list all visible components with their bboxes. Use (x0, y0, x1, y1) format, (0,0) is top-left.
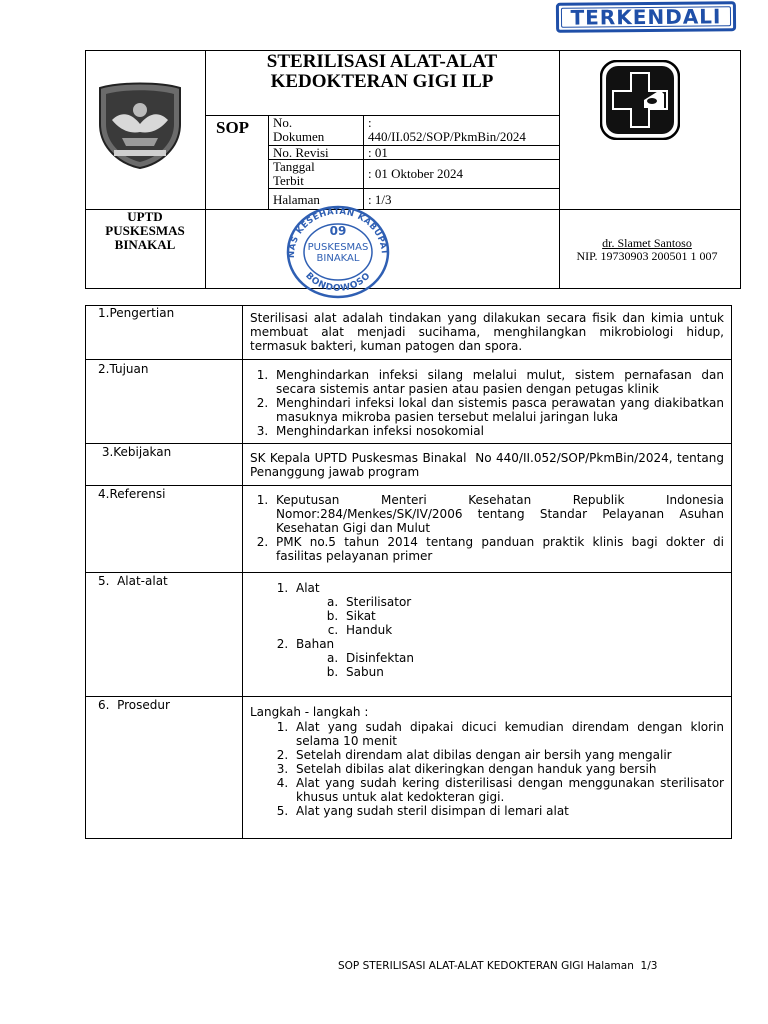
signer-block (560, 237, 734, 263)
list-item: 2. PMK no.5 tahun 2014 tentang panduan praktik klinis bagi dokter di fasilitas pelayanan primer (272, 535, 724, 563)
terkendali-stamp (556, 1, 736, 33)
list-item: 2. Menghindari infeksi lokal dan sistemis pasca perawatan yang diakibatkan masuknya mikroba pasien tersebut melalui jaringan luka (272, 396, 724, 424)
terkendali-stamp-text: TERKENDALI (570, 4, 722, 30)
halaman-label: Halaman (273, 192, 320, 207)
alat-list (270, 581, 710, 679)
list-item: c. Handuk (342, 623, 710, 637)
referensi-label: 4.Referensi (98, 487, 166, 501)
puskesmas-logo (600, 60, 680, 140)
no-dokumen-label: No. Dokumen (273, 115, 325, 144)
prosedur-list (270, 720, 724, 818)
list-item: a. Sterilisator (342, 595, 710, 609)
tanggal-terbit-value: : 01 Oktober 2024 (368, 166, 463, 181)
tanggal-terbit-label: Tanggal Terbit (273, 159, 315, 188)
list-item: 1. Menghindarkan infeksi silang melalui mulut, sistem pernafasan dan secara sistemis antar pasien atau pasien dengan petugas klinik (272, 368, 724, 396)
document-title (206, 52, 558, 92)
list-item: 1. Alat a. Sterilisator b. Sikat c. Handuk (292, 581, 710, 637)
page-footer: SOP STERILISASI ALAT-ALAT KEDOKTERAN GIGI Halaman 1/3 (338, 960, 658, 972)
prosedur-label: 6. Prosedur (98, 698, 170, 712)
no-dokumen-value: : 440/II.052/SOP/PkmBin/2024 (368, 115, 526, 144)
stamp-arc-top: NAS KESEHATAN KABUPAT (286, 206, 390, 259)
signer-name: dr. Slamet Santoso (602, 236, 692, 250)
alat-label: 5. Alat-alat (98, 574, 168, 588)
list-item: b. Sikat (342, 609, 710, 623)
list-item: 3. Menghindarkan infeksi nosokomial (272, 424, 724, 438)
no-revisi-label: No. Revisi (273, 145, 329, 160)
stamp-line-2: BINAKAL (316, 253, 360, 264)
pengertian-text: Sterilisasi alat adalah tindakan yang dilakukan secara fisik dan kimia untuk membuat alat menjadi sucihama, menghilangkan mikrobiologi hidup, termasuk bakteri, kuman patogen dan spora. (250, 311, 724, 353)
referensi-list (250, 493, 724, 563)
kebijakan-label: 3.Kebijakan (98, 445, 172, 459)
list-item: 1. Keputusan Menteri Kesehatan Republik Indonesia Nomor:284/Menkes/SK/IV/2006 tentang Standar Pelayanan Asuhan Kesehatan Gigi dan Mulut (272, 493, 724, 535)
stamp-number: 09 (329, 224, 347, 238)
uptd-name: UPTD PUSKESMAS BINAKAL (105, 209, 185, 252)
puskesmas-round-stamp (276, 196, 400, 300)
prosedur-intro: Langkah - langkah : (250, 705, 369, 719)
kebijakan-text: SK Kepala UPTD Puskesmas Binakal No 440/II.052/SOP/PkmBin/2024, tentang Penanggung jawab program (250, 451, 728, 479)
stamp-line-1: PUSKESMAS (307, 242, 369, 253)
title-line-1: STERILISASI ALAT-ALAT (266, 51, 498, 72)
list-item: 4. Alat yang sudah kering disterilisasi dengan menggunakan sterilisator khusus untuk alat kedokteran gigi. (292, 776, 724, 804)
list-item: 2. Setelah direndam alat dibilas dengan air bersih yang mengalir (292, 748, 724, 762)
list-item: 3. Setelah dibilas alat dikeringkan dengan handuk yang bersih (292, 762, 724, 776)
sop-label: SOP (216, 118, 250, 137)
tujuan-label: 2.Tujuan (98, 362, 149, 376)
list-item: b. Sabun (342, 665, 710, 679)
list-item: 1. Alat yang sudah dipakai dicuci kemudian direndam dengan klorin selama 10 menit (292, 720, 724, 748)
pengertian-label: 1.Pengertian (98, 306, 175, 320)
tujuan-list (250, 368, 724, 438)
no-revisi-value: : 01 (368, 145, 388, 160)
stamp-arc-bottom: BONDOWOSO (303, 271, 373, 294)
list-item: 5. Alat yang sudah steril disimpan di lemari alat (292, 804, 724, 818)
halaman-value: : 1/3 (368, 192, 392, 207)
signer-nip: NIP. 19730903 200501 1 007 (576, 249, 718, 263)
list-item: a. Disinfektan (342, 651, 710, 665)
bondowoso-regency-logo (92, 80, 188, 170)
list-item: 2. Bahan a. Disinfektan b. Sabun (292, 637, 710, 679)
title-line-2: KEDOKTERAN GIGI ILP (270, 71, 494, 92)
